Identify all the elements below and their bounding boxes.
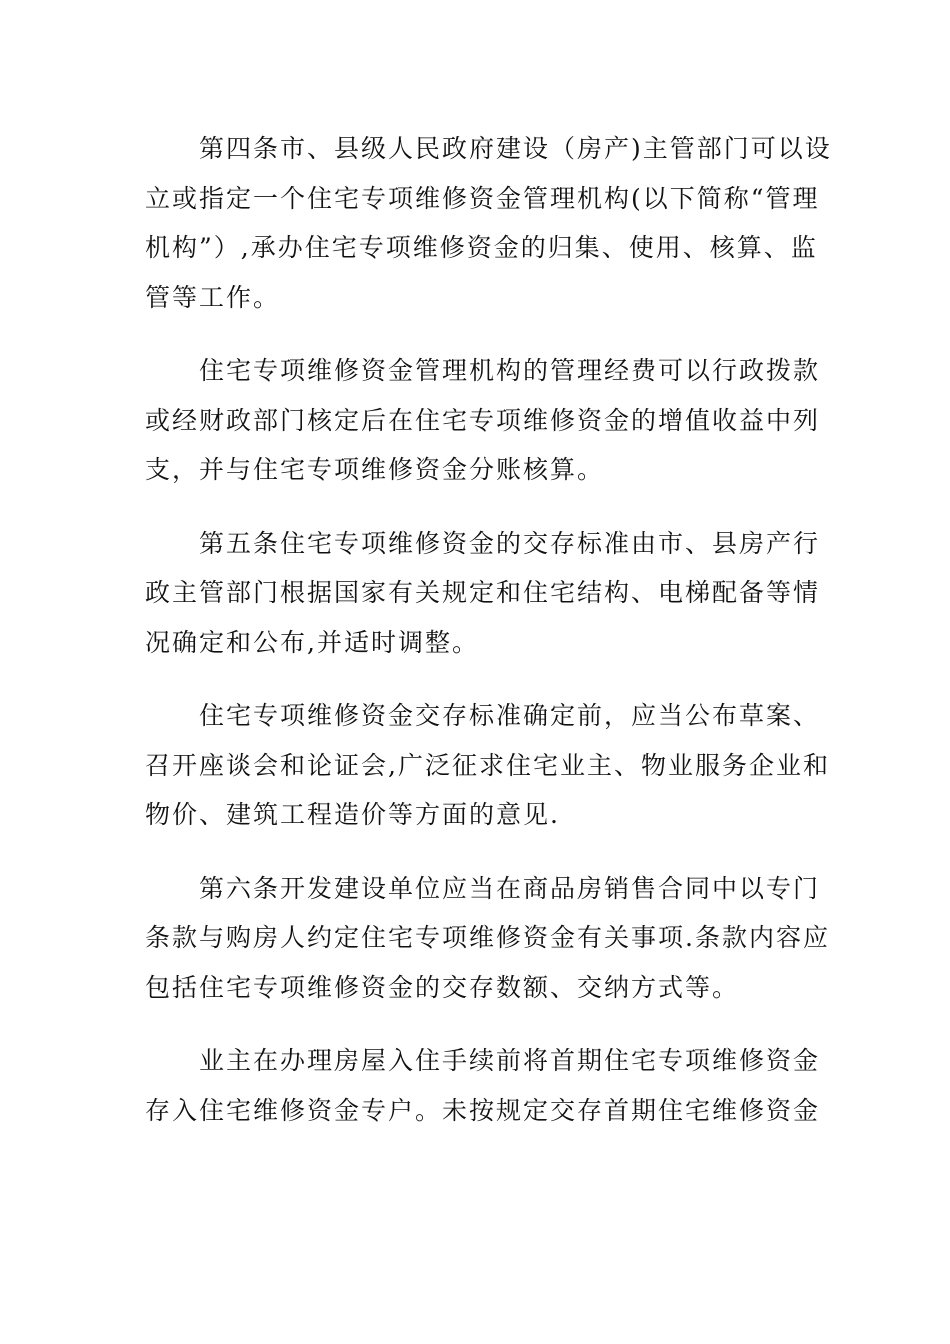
text-line: 管等工作。 [145, 282, 281, 312]
text-line: 政主管部门根据国家有关规定和住宅结构、电梯配备等情 [145, 578, 821, 607]
text-line: 业主在办理房屋入住手续前将首期住宅专项维修资金 [199, 1046, 821, 1075]
text-line: 况确定和公布,并适时调整。 [145, 627, 479, 657]
text-line: 第四条市、县级人民政府建设（房产)主管部门可以设 [199, 134, 832, 163]
text-line: 召开座谈会和论证会,广泛征求住宅业主、物业服务企业和 [145, 750, 830, 780]
text-line: 条款与购房人约定住宅专项维修资金有关事项.条款内容应 [145, 923, 830, 952]
text-line: 住宅专项维修资金交存标准确定前，应当公布草案、 [199, 701, 821, 730]
paragraph-article-4 [145, 124, 832, 322]
paragraph-deposit-standard [145, 691, 830, 840]
text-line: 机构”）,承办住宅专项维修资金的归集、使用、核算、监 [145, 233, 818, 262]
text-line: 第六条开发建设单位应当在商品房销售合同中以专门 [199, 873, 821, 903]
text-line: 或经财政部门核定后在住宅专项维修资金的增值收益中列 [145, 405, 821, 435]
text-line: 存入住宅维修资金专户。未按规定交存首期住宅维修资金 [145, 1095, 821, 1125]
paragraph-management-funding [145, 346, 821, 495]
paragraph-article-5 [145, 519, 821, 668]
paragraph-article-6 [145, 864, 830, 1013]
text-line: 住宅专项维修资金管理机构的管理经费可以行政拨款 [199, 356, 821, 385]
text-line: 包括住宅专项维修资金的交存数额、交纳方式等。 [145, 972, 740, 1002]
text-line: 支，并与住宅专项维修资金分账核算。 [145, 455, 605, 484]
text-line: 立或指定一个住宅专项维修资金管理机构(以下简称“管理 [145, 183, 820, 213]
document-body [145, 124, 832, 1159]
paragraph-owner-deposit [145, 1036, 821, 1135]
text-line: 第五条住宅专项维修资金的交存标准由市、县房产行 [199, 528, 821, 558]
text-line: 物价、建筑工程造价等方面的意见. [145, 800, 560, 829]
